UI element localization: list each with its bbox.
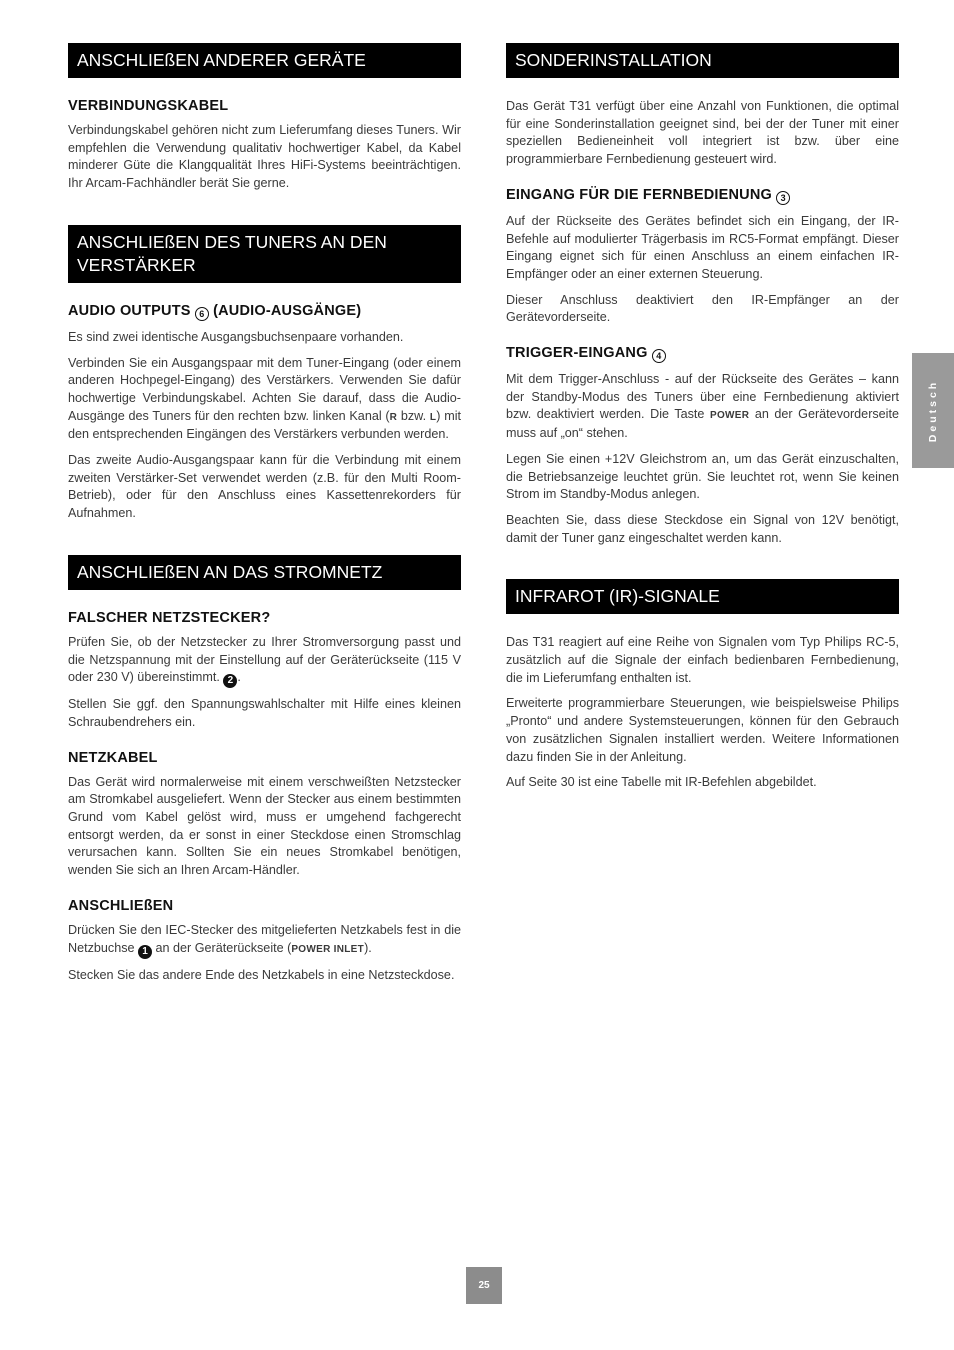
section-anschliessen-anderer-geraete — [68, 43, 461, 193]
paragraph: Legen Sie einen +12V Gleichstrom an, um das Gerät einzuschalten, die Betriebsanzeige leuchtet grün. Sie leuchtet rot, wenn Sie keinen Strom im Standby-Modus anlegen. — [506, 451, 899, 502]
language-tab-label: Deutsch — [927, 379, 939, 442]
section-heading: SONDERINSTALLATION — [506, 43, 899, 78]
subheading-text: TRIGGER-EINGANG — [506, 345, 652, 362]
language-tab — [912, 353, 954, 468]
text: ). — [364, 940, 372, 955]
paragraph: Das zweite Audio-Ausgangspaar kann für die Verbindung mit einem zweiten Verstärker-Set verwendet werden (z.B. für den Multi Room-Betrieb), oder für den Anschluss eines Kassettenrekorders für Aufnahmen. — [68, 453, 461, 521]
callout-number-2: 2 — [223, 674, 237, 688]
paragraph: Beachten Sie, dass diese Steckdose ein Signal von 12V benötigt, damit der Tuner ganz eingeschaltet werden kann. — [506, 512, 899, 545]
callout-number-3: 3 — [776, 191, 790, 205]
section-tuner-verstaerker — [68, 225, 461, 523]
paragraph: Das Gerät wird normalerweise mit einem verschweißten Netzstecker am Stromkabel ausgeliefert. Wenn der Stecker aus einem bestimmten Grund vom Kabel gelöst wird, muss er umgehend fachgerecht entsorgt werden, da er sonst in einer Steckdose einen Stromschlag verursachen kann. Sollten Sie ein neues Stromkabel benötigen, wenden Sie sich an Ihren Arcam-Händler. — [68, 774, 461, 878]
paragraph: Dieser Anschluss deaktiviert den IR-Empfänger an der Gerätevorderseite. — [506, 292, 899, 325]
subheading-audio-outputs — [68, 303, 461, 321]
page-number: 25 — [466, 1267, 502, 1304]
callout-number-4: 4 — [652, 349, 666, 363]
paragraph: Stecken Sie das andere Ende des Netzkabels in eine Netzsteckdose. — [68, 967, 455, 982]
callout-number-6: 6 — [195, 307, 209, 321]
text: an der Geräterückseite ( — [152, 940, 292, 955]
paragraph: Stellen Sie ggf. den Spannungswahlschalter mit Hilfe eines kleinen Schraubendrehers ein. — [68, 697, 461, 729]
section-heading: ANSCHLIEßEN DES TUNERS AN DEN VERSTÄRKER — [68, 225, 461, 283]
subheading-trigger-eingang — [506, 345, 899, 363]
paragraph: Das Gerät T31 verfügt über eine Anzahl von Funktionen, die optimal für eine Sonderinstallation geeignet sind, bei der der Tuner mit einer speziellen Bedieneinheit voll integriert ist bzw. über eine programmierbare Fernbedienung gesteuert wird. — [506, 99, 899, 167]
text: Drücken Sie den IEC-Stecker des mitgelieferten Netzkabels fest in die Netzbuchse — [68, 922, 461, 955]
paragraph: Es sind zwei identische Ausgangsbuchsenpaare vorhanden. — [68, 329, 404, 344]
subheading-text: EINGANG FÜR DIE FERNBEDIENUNG — [506, 186, 777, 203]
paragraph: Auf Seite 30 ist eine Tabelle mit IR-Befehlen abgebildet. — [506, 775, 817, 790]
label-power-inlet: POWER INLET — [291, 943, 365, 955]
text: ) mit den entsprechenden Eingängen des Verstärkers verbunden werden. — [68, 408, 461, 442]
channel-label-r: R — [389, 411, 398, 423]
section-heading: ANSCHLIEßEN ANDERER GERÄTE — [68, 43, 461, 78]
subheading-eingang-fernbedienung — [506, 187, 899, 205]
paragraph: Erweiterte programmierbare Steuerungen, wie beispielsweise Philips „Pronto“ und andere Systemsteuerungen, können für den Gebrauch von zusätzlichen Signalen installiert werden. Weitere Informationen dazu finden Sie in der Anleitung. — [506, 696, 899, 764]
subheading-verbindungskabel: VERBINDUNGSKABEL — [68, 98, 229, 114]
subheading-falscher-netzstecker: FALSCHER NETZSTECKER? — [68, 609, 271, 626]
left-column — [68, 43, 461, 1016]
section-heading: INFRAROT (IR)-SIGNALE — [506, 579, 899, 614]
section-sonderinstallation — [506, 43, 899, 547]
paragraph: Das T31 reagiert auf eine Reihe von Signalen vom Typ Philips RC-5, zusätzlich auf die Signale der einfach bedienbaren Fernbedienung, die im Lieferumfang enthalten ist. — [506, 635, 899, 685]
section-heading: ANSCHLIEßEN AN DAS STROMNETZ — [68, 555, 461, 590]
paragraph: Auf der Rückseite des Gerätes befindet sich ein Eingang, der IR-Befehle auf modulierter Trägerbasis im RC5-Format empfängt. Dieser Eingang eignet sich für einen Anschluss an einem einfachen IR-Empfänger oder an einer externen Steuerung. — [506, 213, 899, 281]
subheading-text: (AUDIO-AUSGÄNGE) — [208, 302, 362, 319]
paragraph: Verbindungskabel gehören nicht zum Lieferumfang dieses Tuners. Wir empfehlen die Verwendung qualitativ hochwertiger Kabel, da Kabel minderer Güte die Klangqualität Ihres HiFi-Systems beeinträchtigen. Ihr Arcam-Fachhändler berät Sie gerne. — [68, 123, 461, 191]
channel-label-l: L — [429, 411, 437, 423]
text: bzw. — [397, 408, 430, 423]
label-power: POWER — [710, 410, 750, 422]
paragraph — [506, 371, 899, 443]
text: Mit dem Trigger-Anschluss - auf der Rückseite des Gerätes – kann der Standby-Modus des Tuners über eine Fernbedienung aktiviert bzw. deaktiviert werden. Die Taste — [506, 372, 899, 422]
text: Verbinden Sie ein Ausgangspaar mit dem Tuner-Eingang (oder einem anderen Hochpegel-Eingang) des Verstärkers. Verwenden Sie dafür hochwertige Verbindungskabel. Achten Sie darauf, dass die Audio-Ausgänge des Tuners für den rechten bzw. linken Kanal ( — [68, 355, 461, 423]
text: . — [237, 670, 241, 685]
callout-number-1: 1 — [138, 945, 152, 959]
subheading-netzkabel: NETZKABEL — [68, 749, 158, 766]
paragraph — [68, 634, 461, 688]
subheading-text: AUDIO OUTPUTS — [68, 302, 195, 319]
text: an der Gerätevorderseite muss auf „on“ stehen. — [506, 407, 899, 441]
subheading-anschliessen: ANSCHLIEßEN — [68, 897, 174, 914]
text: Prüfen Sie, ob der Netzstecker zu Ihrer Stromversorgung passt und die Netzspannung mit der Einstellung auf der Geräterückseite (115 V oder 230 V) übereinstimmt. — [68, 634, 461, 685]
right-column — [506, 43, 899, 824]
section-infrarot-signale — [506, 579, 899, 792]
section-stromnetz — [68, 555, 461, 984]
paragraph — [68, 355, 461, 445]
paragraph — [68, 922, 461, 959]
